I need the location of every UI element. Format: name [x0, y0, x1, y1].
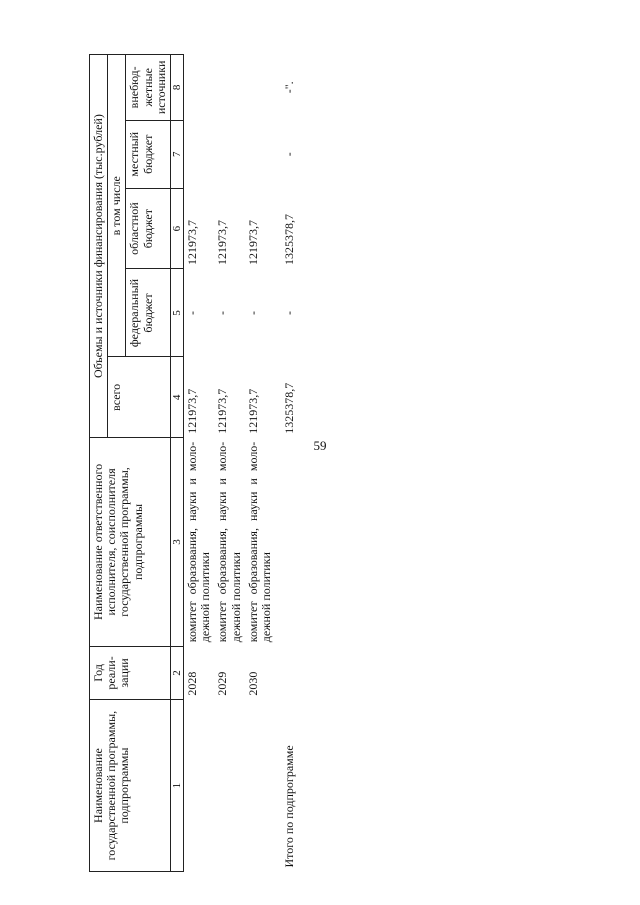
total-federal: -	[282, 311, 297, 315]
row-year: 2030	[245, 671, 260, 696]
header-year: Год реали-зации	[90, 646, 171, 699]
header-executor: Наименование ответственного исполнителя, соисполнителя государственной программы, подпрограммы	[90, 438, 171, 647]
row-federal: -	[245, 311, 260, 315]
row-total: 121973,7	[185, 388, 200, 434]
row-federal: -	[215, 311, 230, 315]
header-federal: федеральный бюджет	[126, 269, 171, 357]
col-number: 7	[170, 120, 183, 188]
total-regional: 1325378,7	[282, 213, 297, 265]
total-local: -	[282, 152, 297, 157]
header-regional: областной бюджет	[126, 188, 171, 269]
col-number: 1	[170, 700, 183, 872]
row-executor: комитет образования, науки и моло-дежной политики	[245, 441, 273, 643]
col-number: 2	[170, 646, 183, 699]
row-year: 2029	[215, 671, 230, 696]
col-number: 3	[170, 438, 183, 647]
col-number: 5	[170, 269, 183, 357]
row-regional: 121973,7	[185, 219, 200, 265]
header-total: всего	[108, 357, 171, 438]
col-number: 4	[170, 357, 183, 438]
rotated-table-area	[89, 12, 640, 872]
row-executor: комитет образования, науки и моло-дежной политики	[185, 441, 213, 643]
total-value: 1325378,7	[282, 382, 297, 434]
page-number: 59	[313, 438, 327, 453]
header-finance-group: Объемы и источники финансирования (тыс.рублей)	[90, 55, 108, 438]
row-regional: 121973,7	[215, 219, 230, 265]
table-row	[245, 55, 275, 872]
total-label: Итого по подпрограмме	[282, 745, 297, 868]
header-program-name: Наименование государственной программы, подпрограммы	[90, 700, 171, 872]
row-total: 121973,7	[245, 388, 260, 434]
finance-table	[89, 54, 298, 872]
col-number: 8	[170, 55, 183, 121]
header-local: местный бюджет	[126, 120, 171, 188]
table-row	[214, 55, 244, 872]
row-total: 121973,7	[215, 388, 230, 434]
total-row	[275, 55, 298, 872]
total-offbudget: -".	[282, 81, 297, 94]
header-including: в том числе	[108, 55, 126, 358]
header-offbudget: внебюд-жетные источники	[126, 55, 171, 121]
row-federal: -	[185, 311, 200, 315]
row-executor: комитет образования, науки и моло-дежной политики	[215, 441, 243, 643]
row-regional: 121973,7	[245, 219, 260, 265]
row-year: 2028	[185, 671, 200, 696]
table-row	[184, 55, 215, 872]
col-number: 6	[170, 188, 183, 269]
